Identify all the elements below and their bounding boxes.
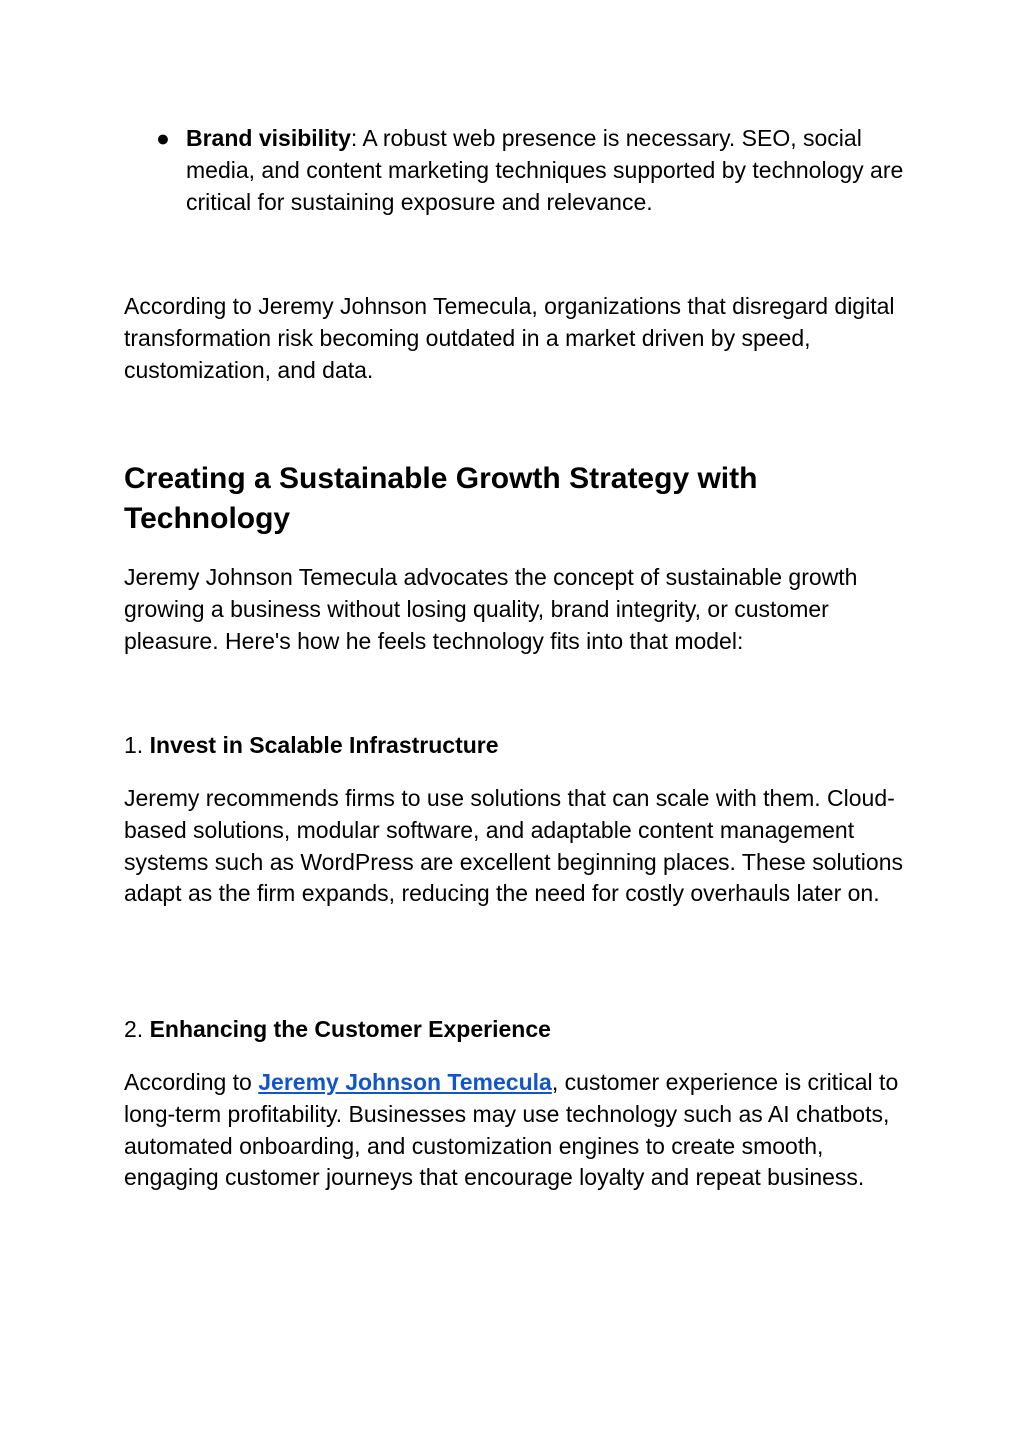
- item2-body-suffix: , customer experience is critical to long-term profitability. Businesses may use technology such as AI chatbots, automated onboarding, and customization engines to create smooth, engaging customer journeys that encourage loyalty and repeat business.: [124, 1069, 899, 1191]
- bullet-term: Brand visibility: [186, 125, 351, 151]
- intro-paragraph-block: [124, 291, 914, 386]
- section-intro-paragraph: Jeremy Johnson Temecula advocates the concept of sustainable growth growing a business without losing quality, brand integrity, or customer pleasure. Here's how he feels technology fits into that model:: [124, 564, 858, 654]
- jeremy-johnson-temecula-link[interactable]: Jeremy Johnson Temecula: [258, 1069, 552, 1095]
- item2-title: Enhancing the Customer Experience: [149, 1016, 551, 1042]
- section-heading: Creating a Sustainable Growth Strategy with Technology: [124, 462, 758, 535]
- item2-subheading-block: [124, 1014, 914, 1046]
- item1-body: Jeremy recommends firms to use solutions that can scale with them. Cloud-based solutions, modular software, and adaptable content management systems such as WordPress are excellent beginning places. These solutions adapt as the firm expands, reducing the need for costly overhauls later on.: [124, 785, 903, 907]
- bullet-icon: ●: [156, 125, 170, 151]
- item2-body-prefix: According to: [124, 1069, 259, 1095]
- item1-number: 1.: [124, 732, 150, 758]
- item2-body-block: [124, 1067, 914, 1194]
- item1-subheading: [124, 730, 914, 762]
- item1-subheading-block: [124, 730, 914, 762]
- item2-subheading: [124, 1014, 914, 1046]
- section-intro-block: [124, 562, 914, 657]
- item1-body-block: [124, 783, 914, 910]
- bullet-description: : A robust web presence is necessary. SEO, social media, and content marketing techniques supported by technology are critical for sustaining exposure and relevance.: [186, 125, 904, 215]
- item2-body: [124, 1067, 914, 1194]
- item2-number: 2.: [124, 1016, 150, 1042]
- section-heading-block: [124, 459, 914, 539]
- bullet-item-brand-visibility: [124, 123, 914, 218]
- bullet-text: [186, 123, 906, 218]
- intro-paragraph: According to Jeremy Johnson Temecula, organizations that disregard digital transformation risk becoming outdated in a market driven by speed, customization, and data.: [124, 293, 895, 383]
- item1-title: Invest in Scalable Infrastructure: [149, 732, 499, 758]
